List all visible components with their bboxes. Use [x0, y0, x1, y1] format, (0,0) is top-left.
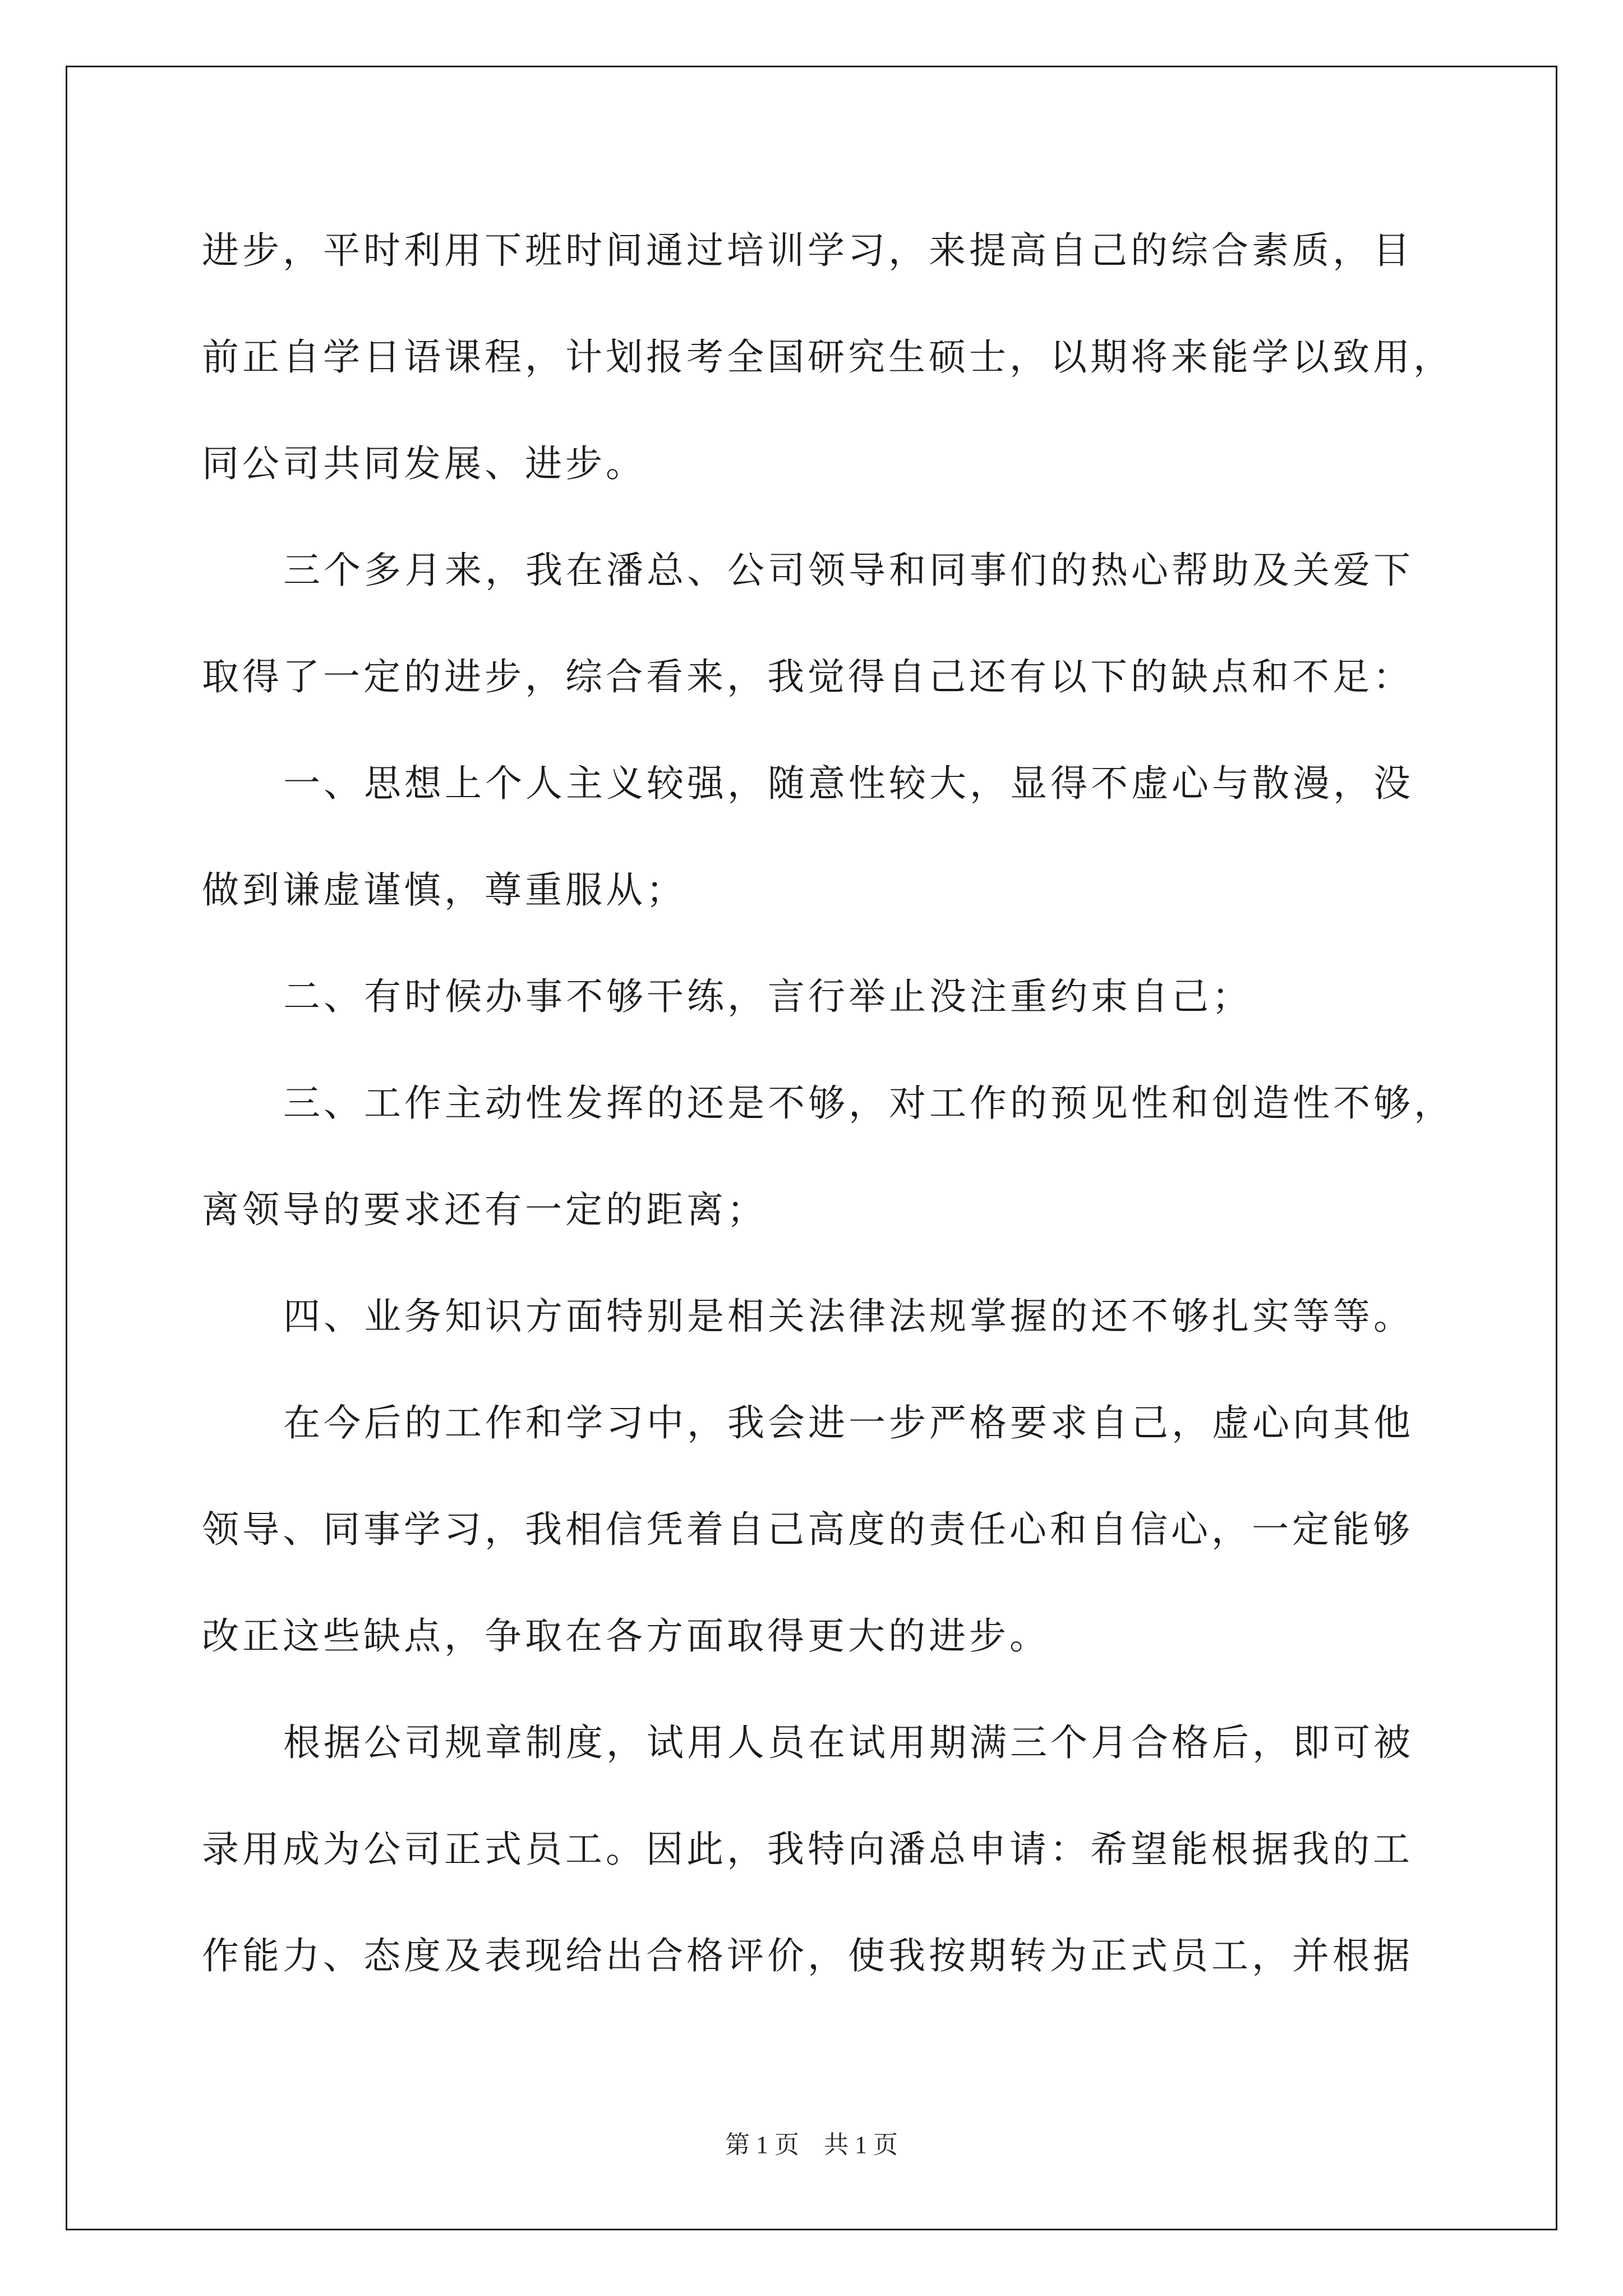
paragraph-start-line: 二、有时候办事不够干练，言行举止没注重约束自己； — [283, 975, 1252, 1018]
document-body — [202, 222, 1454, 2033]
text-line: 进步，平时利用下班时间通过培训学习，来提高自己的综合素质，目 — [202, 229, 1413, 272]
text-line: 录用成为公司正式员工。因此，我特向潘总申请：希望能根据我的工 — [202, 1828, 1413, 1871]
paragraph-start-line: 四、业务知识方面特别是相关法律法规掌握的还不够扎实等等。 — [283, 1295, 1414, 1338]
page-number-footer: 第 1 页 共 1 页 — [725, 2131, 898, 2159]
paragraph-start-line: 在今后的工作和学习中，我会进一步严格要求自己，虚心向其他 — [283, 1401, 1414, 1444]
text-line: 同公司共同发展、进步。 — [202, 442, 646, 485]
text-line: 作能力、态度及表现给出合格评价，使我按期转为正式员工，并根据 — [202, 1934, 1413, 1977]
text-line: 改正这些缺点，争取在各方面取得更大的进步。 — [202, 1614, 1050, 1658]
text-line: 做到谦虚谨慎，尊重服从； — [202, 868, 686, 912]
text-line: 前正自学日语课程，计划报考全国研究生硕士，以期将来能学以致用， — [202, 335, 1454, 379]
paragraph-start-line: 三个多月来，我在潘总、公司领导和同事们的热心帮助及关爱下 — [283, 549, 1414, 592]
text-line: 离领导的要求还有一定的距离； — [202, 1188, 767, 1231]
paragraph-start-line: 一、思想上个人主义较强，随意性较大，显得不虚心与散漫，没 — [283, 762, 1414, 805]
paragraph-start-line: 三、工作主动性发挥的还是不够，对工作的预见性和创造性不够， — [283, 1082, 1454, 1125]
paragraph-start-line: 根据公司规章制度，试用人员在试用期满三个月合格后，即可被 — [283, 1721, 1414, 1764]
text-line: 领导、同事学习，我相信凭着自己高度的责任心和自信心，一定能够 — [202, 1508, 1413, 1551]
text-line: 取得了一定的进步，综合看来，我觉得自己还有以下的缺点和不足： — [202, 655, 1413, 698]
